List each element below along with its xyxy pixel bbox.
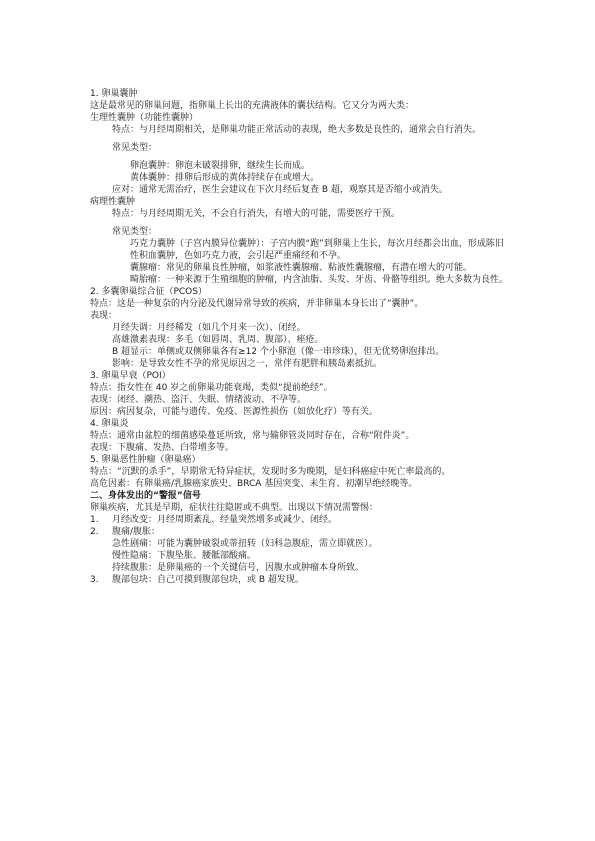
list-item: B 超显示：单侧或双侧卵巢各有≥12 个小卵泡（像一串珍珠），但无优势卵泡排出。 — [112, 347, 445, 357]
section-heading: 3. 卵巢早衰（POI） — [90, 371, 171, 381]
paragraph: 特点：通常由盆腔的细菌感染蔓延所致，常与输卵管炎同时存在，合称“附件炎”。 — [90, 431, 415, 441]
list-item: 畸胎瘤：一种来源于生殖细胞的肿瘤，内含油脂、头发、牙齿、骨骼等组织。绝大多数为良性。 — [130, 275, 509, 285]
list-item: 急性剧痛：可能为囊肿破裂或蒂扭转（妇科急腹症，需立即就医）。 — [112, 539, 378, 549]
item-number: 3. — [90, 575, 99, 585]
section-heading: 4. 卵巢炎 — [90, 419, 129, 429]
paragraph: 卵巢疾病，尤其是早期，症状往往隐匿或不典型。出现以下情况需警惕： — [90, 503, 379, 513]
item-number: 1. — [90, 515, 99, 525]
paragraph: 特点：指女性在 40 岁之前卵巢功能衰竭，类似“提前绝经”。 — [90, 383, 333, 393]
paragraph: 表现：下腹痛、发热、白带增多等。 — [90, 443, 235, 453]
chapter-heading: 二、身体发出的“警报”信号 — [90, 491, 201, 501]
paragraph: 原因：病因复杂，可能与遗传、免疫、医源性损伤（如放化疗）等有关。 — [90, 407, 379, 417]
list-item: 黄体囊肿：排卵后形成的黄体持续存在或增大。 — [130, 173, 320, 183]
numbered-item — [90, 574, 510, 586]
paragraph: 这是最常见的卵巢问题，指卵巢上长出的充满液体的囊状结构。它又分为两大类： — [90, 101, 415, 111]
numbered-item — [90, 514, 510, 526]
paragraph: 特点：“沉默的杀手”，早期常无特异症状，发现时多为晚期，是妇科癌症中死亡率最高的。 — [90, 467, 451, 477]
paragraph: 特点：这是一种复杂的内分泌及代谢异常导致的疾病，并非卵巢本身长出了“囊肿”。 — [90, 299, 424, 309]
paragraph: 表现：闭经、潮热、盗汗、失眠、情绪波动、不孕等。 — [90, 395, 307, 405]
paragraph: 应对：通常无需治疗，医生会建议在下次月经后复查 B 超，观察其是否缩小或消失。 — [112, 185, 448, 195]
list-item: 月经失调：月经稀发（如几个月来一次）、闭经。 — [112, 323, 306, 333]
section-heading: 2. 多囊卵巢综合征（PCOS） — [90, 287, 207, 297]
list-item: 卵泡囊肿：卵泡未破裂排卵，继续生长而成。 — [130, 161, 311, 171]
list-item: 慢性隐痛：下腹坠胀、腰骶部酸痛。 — [112, 551, 257, 561]
subsection-heading: 生理性囊肿（功能性囊肿） — [90, 113, 199, 123]
paragraph: 特点：与月经周期相关，是卵巢功能正常活动的表现，绝大多数是良性的，通常会自行消失。 — [112, 125, 482, 135]
paragraph: 表现： — [90, 311, 118, 321]
numbered-item — [90, 526, 510, 538]
paragraph: 高危因素：有卵巢癌/乳腺癌家族史、BRCA 基因突变、未生育、初潮早绝经晚等。 — [90, 479, 418, 489]
section-heading: 1. 卵巢囊肿 — [90, 89, 138, 99]
paragraph: 常见类型： — [112, 143, 158, 153]
item-text: 月经改变：月经周期紊乱、经量突然增多或减少、闭经。 — [112, 515, 338, 525]
list-item: 巧克力囊肿（子宫内膜异位囊肿）：子宫内膜“跑”到卵巢上生长，每次月经都会出血，形成陈旧性积血囊肿，色如巧克力液，会引起严重痛经和不孕。 — [130, 239, 504, 261]
section-heading: 5. 卵巢恶性肿瘤（卵巢癌） — [90, 455, 201, 465]
paragraph: 特点：与月经周期无关，不会自行消失，有增大的可能，需要医疗干预。 — [112, 209, 401, 219]
item-number: 2. — [90, 527, 99, 537]
subsection-heading: 病理性囊肿 — [90, 197, 136, 207]
list-item: 持续腹胀：是卵巢癌的一个关键信号，因腹水或肿瘤本身所致。 — [112, 563, 365, 573]
item-text: 腹部包块：自己可摸到腹部包块，或 B 超发现。 — [112, 575, 304, 585]
item-text: 腹痛/腹胀： — [112, 527, 161, 537]
paragraph: 常见类型： — [112, 227, 158, 237]
list-item: 高雄激素表现：多毛（如唇周、乳周、腹部）、痤疮。 — [112, 335, 324, 345]
list-item: 影响：是导致女性不孕的常见原因之一，常伴有肥胖和胰岛素抵抗。 — [112, 359, 383, 369]
document-body — [90, 88, 510, 586]
list-item: 囊腺瘤：常见的卵巢良性肿瘤，如浆液性囊腺瘤、粘液性囊腺瘤，有潜在增大的可能。 — [130, 263, 473, 273]
